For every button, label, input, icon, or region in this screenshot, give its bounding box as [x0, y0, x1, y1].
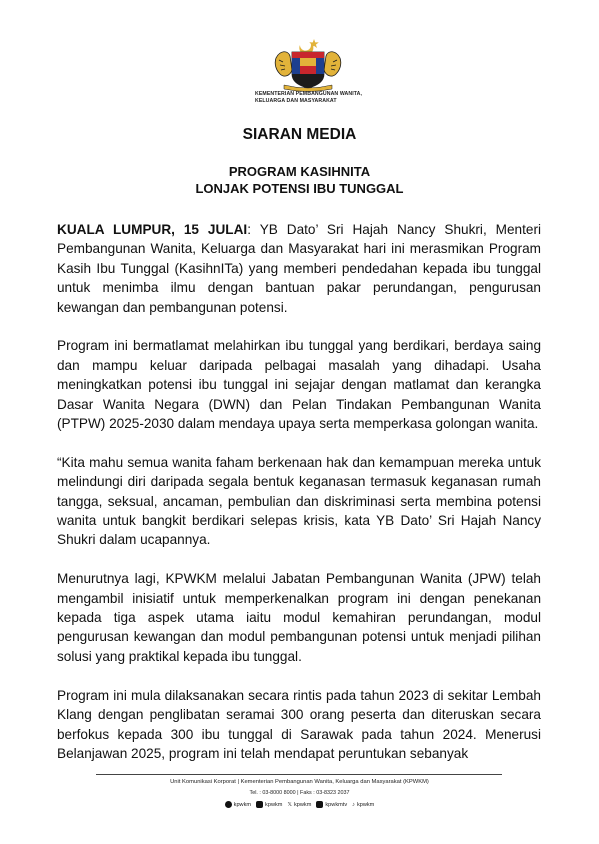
social-x[interactable]	[287, 802, 311, 808]
social-handle: kpwkm	[293, 801, 312, 808]
ministry-name-line1: KEMENTERIAN PEMBANGUNAN WANITA,	[255, 91, 363, 97]
x-icon: 𝕏	[287, 801, 292, 808]
paragraph-3: “Kita mahu semua wanita faham berkenaan hak dan kemampuan mereka untuk melindungi diri daripada segala bentuk keganasan termasuk keganasan rumah tangga, seksual, ancaman, pembulian dan diskriminasi serta membina potensi wanita untuk bangkit berdikari selepas krisis, kata YB Dato’ Sri Hajah Nancy Shukri dalam ucapannya.	[57, 454, 541, 548]
paragraph-5: Program ini mula dilaksanakan secara rintis pada tahun 2023 di sekitar Lembah Klang dengan penglibatan seramai 300 orang peserta dan diteruskan secara berfokus kepada 300 ibu tunggal di Sarawak pada tahun 2024. Menerusi Belanjawan 2025, program ini telah mendapat peruntukan sebanyak	[57, 687, 541, 761]
social-youtube[interactable]	[316, 801, 347, 808]
paragraph-4: Menurutnya lagi, KPWKM melalui Jabatan Pembangunan Wanita (JPW) telah mengambil inisiatif untuk memperkenalkan program ini dengan penekanan kepada tiga aspek utama iaitu modul kemahiran perundangan, modul pengurusan kewangan dan modul pembangunan potensi untuk menjadi pilihan solusi yang praktikal kepada ibu tunggal.	[57, 571, 541, 664]
dateline: KUALA LUMPUR, 15 JULAI	[57, 222, 248, 237]
social-facebook[interactable]	[225, 801, 251, 808]
social-handle: kpwkm	[265, 801, 283, 808]
footer-unit: Unit Komunikasi Korporat | Kementerian Pembangunan Wanita, Keluarga dan Masyarakat (KPWKM)	[170, 779, 429, 785]
coat-of-arms-icon	[270, 36, 346, 92]
program-title: PROGRAM KASIHNITA	[228, 164, 371, 179]
social-links	[0, 801, 599, 808]
social-handle: kpwkm	[356, 801, 375, 808]
facebook-icon	[225, 801, 232, 808]
social-handle: kpwkm	[233, 801, 252, 808]
instagram-icon	[256, 801, 263, 808]
ministry-name	[255, 91, 385, 104]
social-handle: kpwkmtv	[325, 801, 348, 808]
footer-divider	[96, 774, 502, 775]
tiktok-icon: ♪	[352, 801, 355, 808]
footer-contact: Tel. : 03-8000 8000 | Faks : 03-8323 2037	[249, 790, 350, 796]
article-body	[57, 220, 541, 783]
paragraph-2: Program ini bermatlamat melahirkan ibu tunggal yang berdikari, berdaya saing dan mampu keluar daripada pelbagai masalah yang dihadapi. Usaha meningkatkan potensi ibu tunggal ini sejajar dengan matlamat dan kerangka Dasar Wanita Negara (DWN) dan Pelan Tindakan Pembangunan Wanita (PTPW) 2025-2030 dalam mendaya upaya serta memperkasa golongan wanita.	[57, 338, 541, 432]
document-title: SIARAN MEDIA	[242, 126, 357, 143]
paragraph-1	[57, 220, 541, 317]
youtube-icon	[316, 801, 323, 808]
social-tiktok[interactable]	[352, 802, 374, 808]
ministry-name-line2: KELUARGA DAN MASYARAKAT	[255, 97, 337, 104]
paragraph-1-text: : YB Dato’ Sri Hajah Nancy Shukri, Menteri Pembangunan Wanita, Keluarga dan Masyarakat hari ini merasmikan Program Kasih Ibu Tunggal (KasihnITa) yang memberi pendedahan kepada ibu tunggal untuk menimba ilmu dengan bantuan pakar perundangan, pengurusan kewangan dan pembangunan potensi.	[57, 222, 541, 315]
social-instagram[interactable]	[256, 801, 282, 808]
program-subtitle: LONJAK POTENSI IBU TUNGGAL	[195, 181, 404, 196]
